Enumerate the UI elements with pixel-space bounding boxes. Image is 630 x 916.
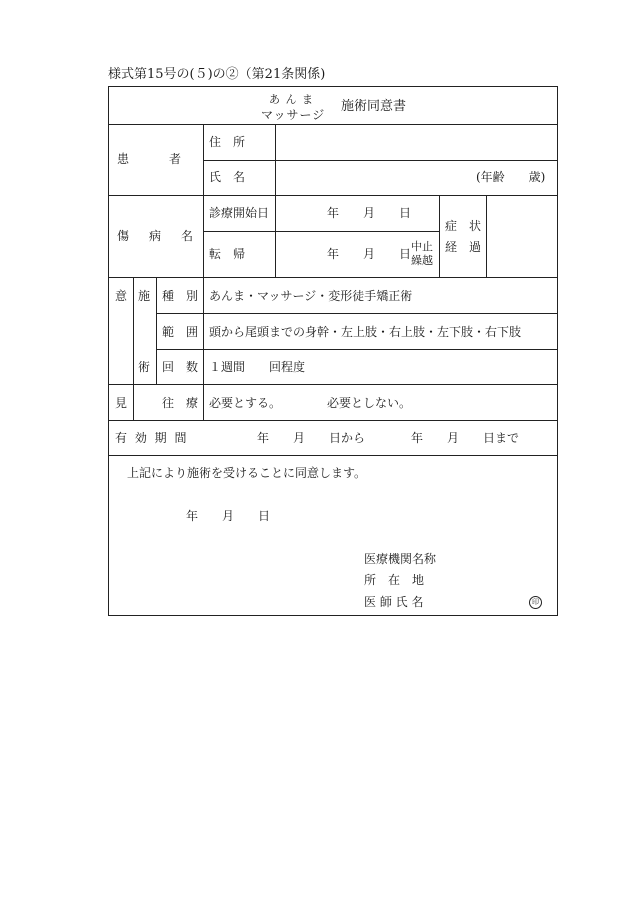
visit-option-required: 必要とする。: [209, 396, 282, 410]
row-divider: [109, 455, 557, 456]
opinion-label-1: 意: [115, 289, 128, 303]
row-divider: [203, 160, 557, 161]
address-label: 住 所: [209, 135, 246, 149]
count-value: １週間 回程度: [209, 360, 306, 374]
start-date-value: 年 月 日: [327, 206, 412, 220]
validity-from: 年 月 日から: [257, 431, 366, 445]
type-value: あんま・マッサージ・変形徒手矯正術: [209, 289, 413, 303]
start-date-label: 診療開始日: [209, 206, 270, 220]
location-label: 所 在 地: [364, 573, 425, 587]
doctor-label: 医 師 氏 名: [364, 595, 424, 609]
row-divider: [109, 420, 557, 421]
range-value: 頭から尾頭までの身幹・左上肢・右上肢・左下肢・右下肢: [209, 325, 522, 339]
document-title: 施術同意書: [341, 99, 407, 114]
row-divider: [156, 313, 557, 314]
outcome-label: 転 帰: [209, 247, 246, 261]
symptom-label: 症 状: [445, 219, 482, 233]
stop-label-1: 中止: [411, 240, 433, 253]
institution-label: 医療機関名称: [364, 552, 437, 566]
row-divider: [109, 384, 557, 385]
row-divider: [203, 231, 439, 232]
title-ruby-top: あ ん ま: [269, 93, 314, 106]
col-divider: [275, 124, 276, 277]
col-divider: [439, 195, 440, 277]
opinion-label-2: 見: [115, 396, 128, 410]
form-number: 様式第15号の(５)の②（第21条関係): [108, 67, 326, 82]
row-divider: [109, 277, 557, 278]
condition-label: 傷 病 名: [117, 229, 198, 243]
col-divider: [133, 277, 134, 420]
stop-label-2: 繰越: [411, 254, 433, 267]
name-label: 氏 名: [209, 170, 246, 184]
range-label: 範 囲: [162, 325, 199, 339]
visit-option-not-required: 必要としない。: [327, 396, 412, 410]
count-label: 回 数: [162, 360, 199, 374]
title-ruby-bottom: マッサージ: [261, 108, 326, 122]
consent-date: 年 月 日: [186, 509, 271, 523]
consent-statement: 上記により施術を受けることに同意します。: [127, 466, 367, 480]
type-label: 種 別: [162, 289, 199, 303]
seal-icon: 印: [529, 596, 542, 609]
course-label: 経 過: [445, 240, 482, 254]
row-divider: [156, 349, 557, 350]
treatment-label-2: 術: [138, 360, 151, 374]
col-divider: [156, 277, 157, 384]
validity-to: 年 月 日まで: [411, 431, 520, 445]
patient-label: 患 者: [117, 152, 196, 166]
age-label: (年齢 歳): [476, 170, 546, 184]
outcome-date-value: 年 月 日: [327, 247, 412, 261]
treatment-label-1: 施: [138, 289, 151, 303]
validity-label: 有 効 期 間: [115, 431, 189, 445]
consent-form: [108, 86, 558, 616]
row-divider: [109, 195, 557, 196]
col-divider: [203, 277, 204, 420]
col-divider: [203, 124, 204, 277]
row-divider: [109, 124, 557, 125]
col-divider: [486, 195, 487, 277]
visit-label: 往 療: [162, 396, 199, 410]
